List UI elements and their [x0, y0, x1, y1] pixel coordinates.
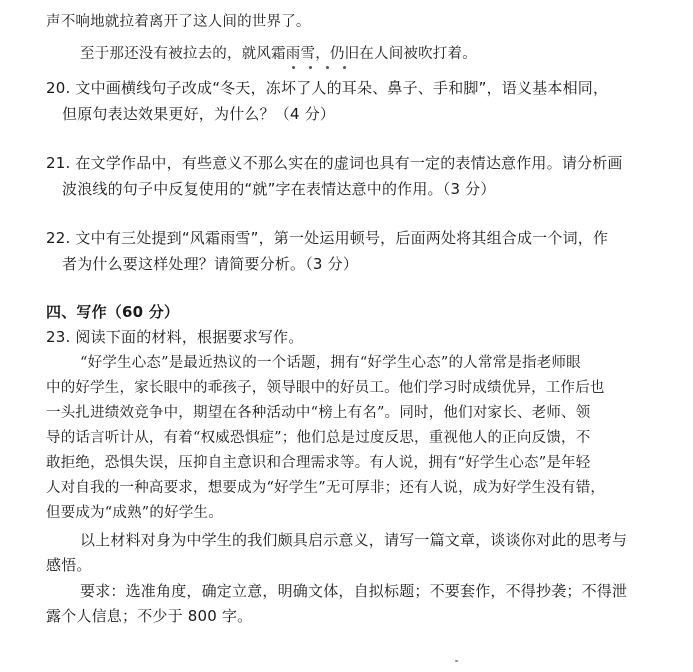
requirements-line: 要求：选准角度，确定立意，明确文体，自拟标题；不要套作，不得抄袭；不得泄	[80, 582, 628, 600]
question-23-line: 23. 阅读下面的材料，根据要求写作。	[46, 328, 304, 346]
prompt-line: 感悟。	[46, 556, 92, 574]
passage-line-1: 声不响地就拉着离开了这人间的世界了。	[46, 14, 311, 30]
emphasis-dot	[343, 66, 346, 69]
question-20-line-2: 但原句表达效果更好，为什么？（4 分）	[62, 105, 336, 123]
question-22-line-1: 22. 文中有三处提到“风霜雨雪”，第一处运用顿号，后面两处将其组合成一个词，作	[46, 229, 609, 247]
writing-section-title: 四、写作（60 分）	[46, 303, 180, 321]
passage-line-2: 至于那还没有被拉去的，就风霜雨雪，仍旧在人间被吹打着。	[80, 46, 477, 62]
material-line: 一头扎进绩效竞争中，期望在各种活动中“榜上有名”。同时，他们对家长、老师、领	[46, 405, 591, 421]
material-line: 导的话言听计从，有着“权威恐惧症”；他们总是过度反思，重视他人的正向反馈，不	[46, 430, 591, 446]
question-20-line-1: 20. 文中画横线句子改成“冬天，冻坏了人的耳朵、鼻子、手和脚”，语义基本相同，	[46, 79, 609, 97]
material-line: 敢拒绝，恐惧失误，压抑自主意识和合理需求等。有人说，拥有“好学生心态”是年轻	[46, 455, 591, 471]
emphasis-dot	[309, 66, 312, 69]
material-line: 人对自我的一种高要求，想要成为“好学生”无可厚非；还有人说，成为好学生没有错，	[46, 480, 606, 496]
question-21-line-1: 21. 在文学作品中，有些意义不那么实在的虚词也具有一定的表情达意作用。请分析画	[46, 154, 623, 172]
requirements-line: 露个人信息；不少于 800 字。	[46, 607, 253, 625]
question-22-line-2: 者为什么要这样处理？请简要分析。（3 分）	[62, 255, 359, 273]
emphasis-dot	[292, 66, 295, 69]
prompt-line: 以上材料对身为中学生的我们颇具启示意义，请写一篇文章，谈谈你对此的思考与	[80, 531, 628, 549]
material-line: “好学生心态”是最近热议的一个话题，拥有“好学生心态”的人常常是指老师眼	[80, 355, 581, 371]
material-line: 但要成为“成熟”的好学生。	[46, 505, 223, 521]
material-line: 中的好学生，家长眼中的乖孩子，领导眼中的好员工。他们学习时成绩优异，工作后也	[46, 380, 605, 396]
question-21-line-2: 波浪线的句子中反复使用的“就”字在表情达意中的作用。（3 分）	[62, 180, 496, 198]
scan-speck	[455, 660, 458, 662]
emphasis-dot	[326, 66, 329, 69]
